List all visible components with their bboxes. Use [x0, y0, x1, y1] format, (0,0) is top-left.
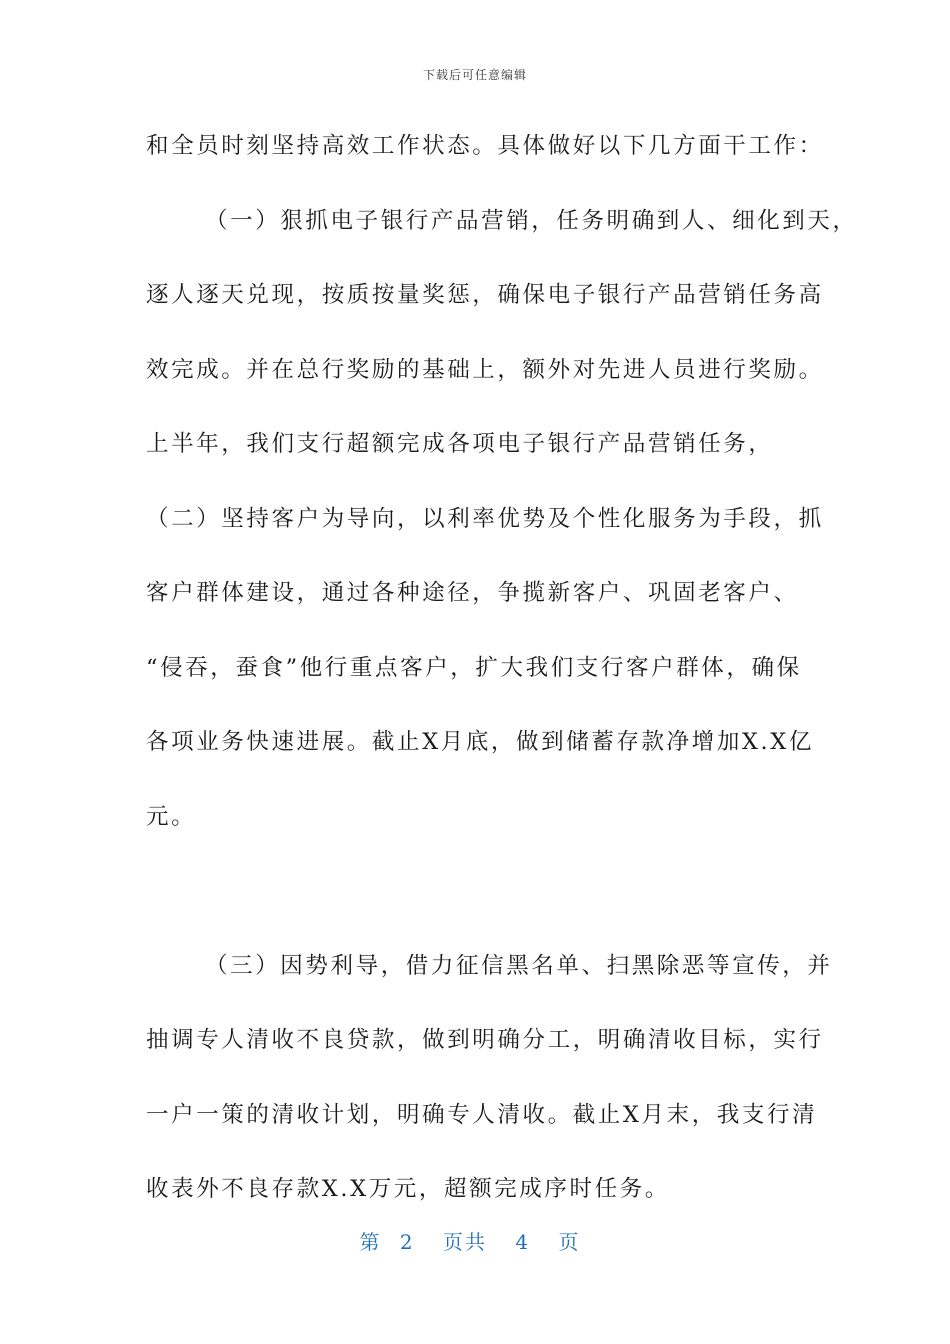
paragraph-line: 抽调专人清收不良贷款，做到明确分工，明确清收目标，实行	[146, 1027, 824, 1053]
paragraph-line: （一）狠抓电子银行产品营销，任务明确到人、细化到天，	[205, 207, 858, 234]
footer-prefix: 第	[359, 1230, 382, 1254]
paragraph-line: 逐人逐天兑现，按质按量奖惩，确保电子银行产品营销任务高	[146, 282, 824, 308]
blank-line	[146, 867, 826, 942]
paragraph-line: 上半年，我们支行超额完成各项电子银行产品营销任务，	[146, 431, 774, 457]
footer-suffix: 页	[558, 1230, 581, 1254]
paragraph-line: （三）因势利导，借力征信黑名单、扫黑除恶等宣传，并	[205, 952, 833, 979]
paragraph-line: 效完成。并在总行奖励的基础上，额外对先进人员进行奖励。	[146, 356, 824, 383]
paragraph-line: 各项业务快速进展。截止X月底，做到储蓄存款净增加X.X亿	[146, 729, 815, 755]
paragraph-line: 元。	[146, 803, 197, 830]
paragraph-line: 客户群体建设，通过各种途径，争揽新客户、巩固老客户、	[146, 580, 799, 606]
page-number-footer	[0, 1226, 950, 1255]
paragraph-line: （二）坚持客户为导向，以利率优势及个性化服务为手段，抓	[146, 505, 824, 532]
paragraph-line: “侵吞，蚕食”他行重点客户，扩大我们支行客户群体，确保	[146, 654, 802, 681]
current-page-number: 2	[399, 1230, 415, 1254]
page-header-note: 下载后可任意编辑	[422, 68, 527, 82]
footer-middle: 页共	[443, 1230, 487, 1254]
total-page-count: 4	[515, 1230, 531, 1254]
document-body	[146, 122, 858, 1240]
paragraph-line: 一户一策的清收计划，明确专人清收。截止X月末，我支行清	[146, 1101, 818, 1128]
paragraph-line: 收表外不良存款X.X万元，超额完成序时任务。	[146, 1176, 670, 1202]
paragraph-line: 和全员时刻坚持高效工作状态。具体做好以下几方面干工作：	[146, 133, 824, 159]
